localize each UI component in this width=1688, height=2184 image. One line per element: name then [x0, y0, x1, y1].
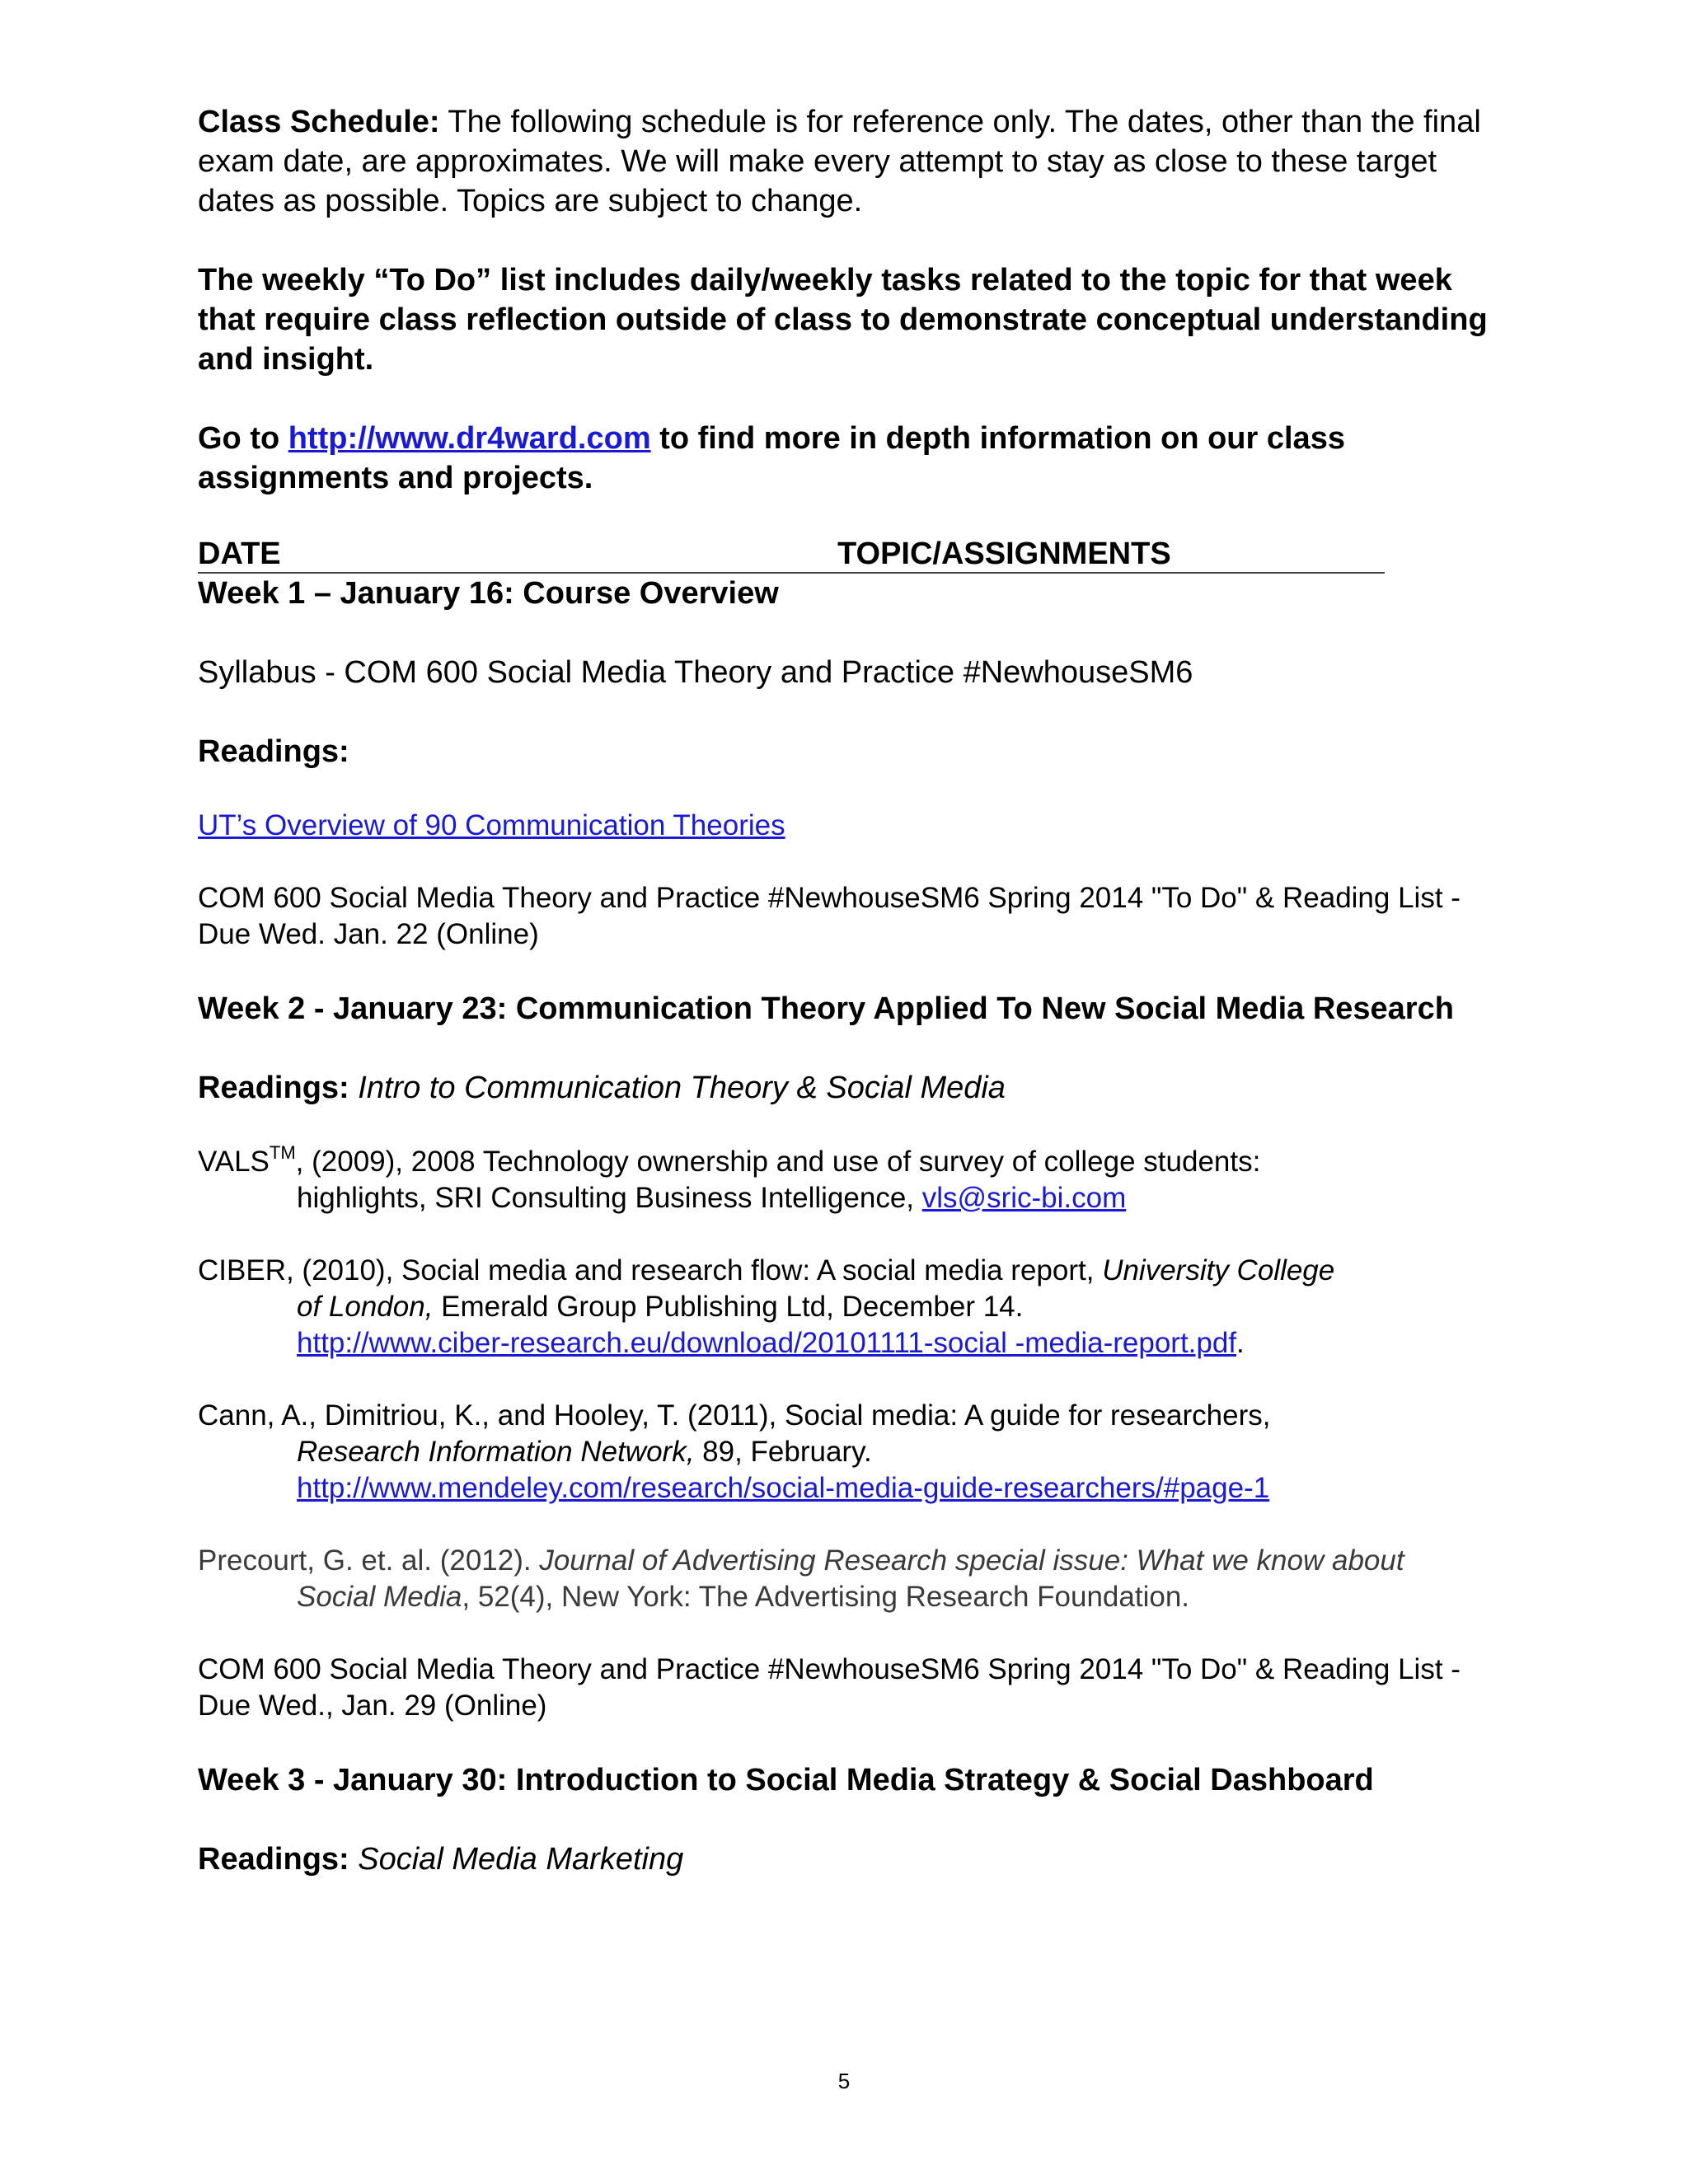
reference-cann — [198, 1398, 1517, 1507]
ciber-period: . — [1236, 1327, 1245, 1359]
mendeley-link[interactable]: http://www.mendeley.com/research/social-media-guide-researchers/#page-1 — [297, 1472, 1270, 1504]
week2-readings-topic: Intro to Communication Theory & Social Media — [349, 1071, 1006, 1105]
goto-paragraph — [198, 419, 1517, 498]
precourt-journal-cont: Social Media — [297, 1581, 462, 1613]
ciber-publisher: Emerald Group Publishing Ltd, December 14. — [433, 1291, 1024, 1323]
week1-theories-paragraph — [198, 808, 1517, 844]
ciber-institution-cont: of London, — [297, 1291, 434, 1323]
goto-suffix: to find more in depth information on our class assignments and projects. — [198, 421, 1345, 495]
todo-description: The weekly “To Do” list includes daily/weekly tasks related to the topic for that week that require class reflection outside of class to demonstrate conceptual understanding and insight. — [198, 263, 1488, 377]
precourt-journal: Journal of Advertising Research special issue: What we know about — [539, 1544, 1404, 1577]
week1-heading: Week 1 – January 16: Course Overview — [198, 576, 779, 611]
vals-email-link[interactable]: vls@sric-bi.com — [921, 1182, 1127, 1214]
date-column-header: DATE — [198, 537, 281, 571]
week3-readings — [198, 1840, 1517, 1879]
ciber-title: CIBER, (2010), Social media and research flow: A social media report, — [198, 1254, 1103, 1286]
week2-readings — [198, 1068, 1517, 1108]
vals-author: VALS — [198, 1146, 270, 1178]
week2-heading: Week 2 - January 23: Communication Theory Applied To New Social Media Research — [198, 991, 1454, 1026]
cann-network: Research Information Network, — [297, 1436, 695, 1468]
week2-todo-list: COM 600 Social Media Theory and Practice #NewhouseSM6 Spring 2014 "To Do" & Reading List - Due Wed., Jan. 29 (Online) — [198, 1653, 1461, 1722]
ciber-report-link[interactable]: http://www.ciber-research.eu/download/20101111-social -media-report.pdf — [297, 1327, 1237, 1359]
week3-readings-label: Readings: — [198, 1842, 349, 1877]
week2-readings-label: Readings: — [198, 1071, 349, 1105]
vals-title: , (2009), 2008 Technology ownership and use of survey of college students: — [295, 1146, 1261, 1178]
page-number: 5 — [837, 2069, 851, 2093]
page-content — [198, 102, 1517, 1879]
class-schedule-paragraph — [198, 102, 1517, 221]
precourt-author: Precourt, G. et. al. (2012). — [198, 1544, 540, 1577]
dr4ward-link[interactable]: http://www.dr4ward.com — [288, 421, 651, 456]
ciber-institution: University College — [1102, 1254, 1335, 1286]
week1-todo-list: COM 600 Social Media Theory and Practice #NewhouseSM6 Spring 2014 "To Do" & Reading List - Due Wed. Jan. 22 (Online) — [198, 882, 1461, 950]
class-schedule-label: Class Schedule: — [198, 105, 440, 139]
class-schedule-text: The following schedule is for reference only. The dates, other than the final exam date, are approximates. We will make every attempt to stay as close to these target dates as possible. Topics are subject to change. — [198, 105, 1481, 218]
reference-vals — [198, 1144, 1517, 1216]
week3-heading: Week 3 - January 30: Introduction to Social Media Strategy & Social Dashboard — [198, 1763, 1374, 1797]
cann-date: 89, February. — [694, 1436, 872, 1468]
week3-readings-topic: Social Media Marketing — [349, 1842, 684, 1877]
reference-ciber — [198, 1253, 1517, 1361]
reference-precourt — [198, 1543, 1517, 1615]
goto-prefix: Go to — [198, 421, 288, 456]
week1-syllabus: Syllabus - COM 600 Social Media Theory and Practice #NewhouseSM6 — [198, 655, 1193, 690]
week1-readings-label: Readings: — [198, 734, 349, 769]
schedule-table-header — [198, 534, 1385, 574]
communication-theories-link[interactable]: UT’s Overview of 90 Communication Theories — [198, 809, 785, 841]
cann-title: Cann, A., Dimitriou, K., and Hooley, T. (2011), Social media: A guide for researchers, — [198, 1399, 1271, 1432]
vals-publisher: highlights, SRI Consulting Business Intelligence, — [297, 1182, 922, 1214]
vals-tm: TM — [269, 1142, 296, 1163]
precourt-publisher: , 52(4), New York: The Advertising Research Foundation. — [462, 1581, 1190, 1613]
topic-column-header: TOPIC/ASSIGNMENTS — [837, 537, 1171, 571]
